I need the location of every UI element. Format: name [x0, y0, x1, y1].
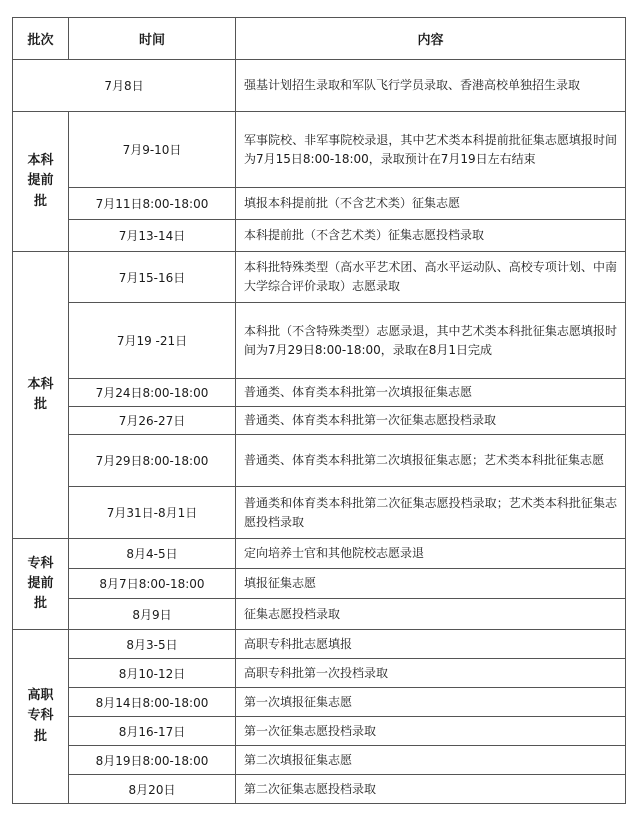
time-cell: 8月20日 [69, 775, 236, 804]
time-cell: 7月13-14日 [69, 220, 236, 252]
table-row [13, 717, 626, 746]
content-cell: 高职专科批第一次投档录取 [236, 659, 626, 688]
batch-cell: 高职专科批 [13, 630, 69, 804]
time-cell: 8月9日 [69, 599, 236, 630]
table-row [13, 112, 626, 188]
content-cell: 定向培养士官和其他院校志愿录退 [236, 539, 626, 569]
content-cell: 普通类、体育类本科批第一次征集志愿投档录取 [236, 407, 626, 435]
table-row [13, 303, 626, 379]
time-cell: 8月3-5日 [69, 630, 236, 659]
table-row [13, 599, 626, 630]
header-batch: 批次 [13, 18, 69, 60]
header-time: 时间 [69, 18, 236, 60]
time-cell: 8月16-17日 [69, 717, 236, 746]
time-cell: 7月15-16日 [69, 252, 236, 303]
content-cell: 高职专科批志愿填报 [236, 630, 626, 659]
table-row [13, 435, 626, 487]
batch-cell: 本科提前批 [13, 112, 69, 252]
time-cell: 8月4-5日 [69, 539, 236, 569]
time-cell: 7月9-10日 [69, 112, 236, 188]
table-row [13, 659, 626, 688]
content-cell: 本科批特殊类型（高水平艺术团、高水平运动队、高校专项计划、中南大学综合评价录取）志愿录取 [236, 252, 626, 303]
time-cell: 8月10-12日 [69, 659, 236, 688]
table-row [13, 688, 626, 717]
content-cell: 征集志愿投档录取 [236, 599, 626, 630]
time-cell: 8月19日8:00-18:00 [69, 746, 236, 775]
time-cell: 7月11日8:00-18:00 [69, 188, 236, 220]
content-cell: 第二次征集志愿投档录取 [236, 775, 626, 804]
header-content: 内容 [236, 18, 626, 60]
time-cell: 7月24日8:00-18:00 [69, 379, 236, 407]
content-cell: 普通类、体育类本科批第一次填报征集志愿 [236, 379, 626, 407]
table-row [13, 569, 626, 599]
batch-cell: 专科提前批 [13, 539, 69, 630]
time-cell: 7月29日8:00-18:00 [69, 435, 236, 487]
time-cell: 7月8日 [13, 60, 236, 112]
content-cell: 第一次填报征集志愿 [236, 688, 626, 717]
time-cell: 7月19 -21日 [69, 303, 236, 379]
table-row [13, 407, 626, 435]
content-cell: 普通类、体育类本科批第二次填报征集志愿；艺术类本科批征集志愿 [236, 435, 626, 487]
table-row [13, 487, 626, 539]
table-row [13, 60, 626, 112]
content-cell: 第一次征集志愿投档录取 [236, 717, 626, 746]
content-cell: 填报本科提前批（不含艺术类）征集志愿 [236, 188, 626, 220]
content-cell: 普通类和体育类本科批第二次征集志愿投档录取；艺术类本科批征集志愿投档录取 [236, 487, 626, 539]
table-row [13, 220, 626, 252]
table-row [13, 775, 626, 804]
content-cell: 本科提前批（不含艺术类）征集志愿投档录取 [236, 220, 626, 252]
table-row [13, 746, 626, 775]
content-cell: 本科批（不含特殊类型）志愿录退，其中艺术类本科批征集志愿填报时间为7月29日8:00-18:00，录取在8月1日完成 [236, 303, 626, 379]
header-row [13, 18, 626, 60]
time-cell: 8月14日8:00-18:00 [69, 688, 236, 717]
content-cell: 军事院校、非军事院校录退，其中艺术类本科提前批征集志愿填报时间为7月15日8:00-18:00，录取预计在7月19日左右结束 [236, 112, 626, 188]
time-cell: 7月31日-8月1日 [69, 487, 236, 539]
table-row [13, 630, 626, 659]
content-cell: 填报征集志愿 [236, 569, 626, 599]
admission-schedule-table [12, 17, 626, 804]
content-cell: 强基计划招生录取和军队飞行学员录取、香港高校单独招生录取 [236, 60, 626, 112]
table-row [13, 252, 626, 303]
table-row [13, 539, 626, 569]
table-row [13, 379, 626, 407]
content-cell: 第二次填报征集志愿 [236, 746, 626, 775]
batch-cell: 本科批 [13, 252, 69, 539]
table-row [13, 188, 626, 220]
time-cell: 7月26-27日 [69, 407, 236, 435]
time-cell: 8月7日8:00-18:00 [69, 569, 236, 599]
